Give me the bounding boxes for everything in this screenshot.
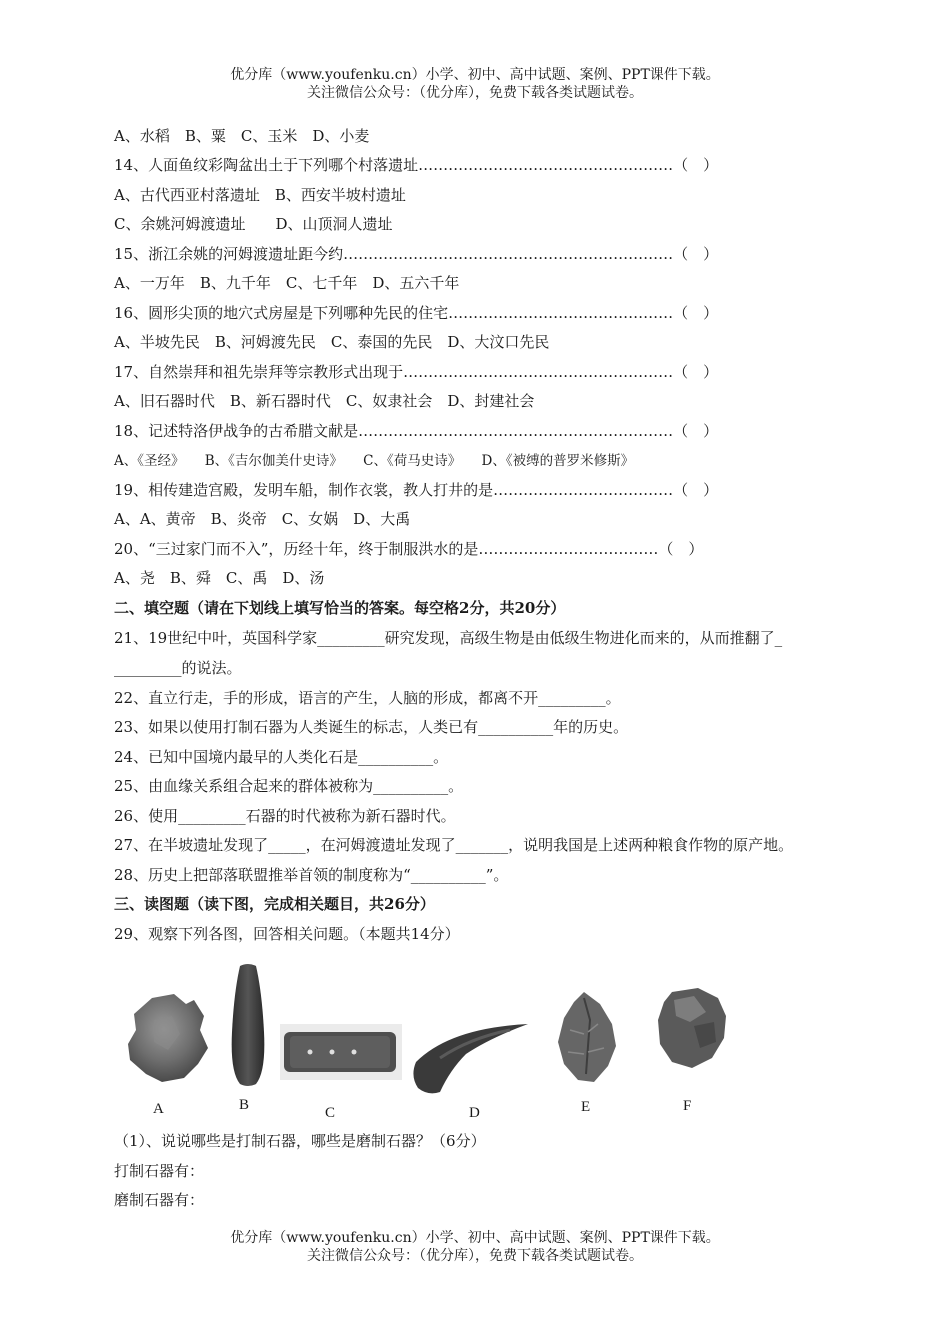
figure-label-e: E: [581, 1099, 591, 1115]
q15-options: A、一万年 B、九千年 C、七千年 D、五六千年: [114, 274, 460, 292]
header-line-1: 优分库（www.youfenku.cn）小学、初中、高中试题、案例、PPT课件下载。: [230, 67, 720, 83]
stone-tool-e-image: [554, 990, 620, 1086]
q24: 24、已知中国境内最早的人类化石是__________。: [114, 748, 449, 766]
q25: 25、由血缘关系组合起来的群体被称为__________。: [114, 777, 464, 795]
figure-label-b: B: [239, 1097, 250, 1113]
q20-stem: 20、“三过家门而不入”，历经十年，终于制服洪水的是………………………………（ ）: [114, 540, 704, 558]
figure-label-a: A: [153, 1101, 164, 1117]
q19-stem: 19、相传建造宫殿，发明车船，制作衣裳，教人打井的是………………………………（ ）: [114, 481, 719, 499]
q23: 23、如果以使用打制石器为人类诞生的标志，人类已有__________年的历史。: [114, 718, 629, 736]
polished-tools-answer-label: 磨制石器有：: [114, 1191, 205, 1209]
stone-tool-d-image: [410, 1018, 534, 1098]
q17-options: A、旧石器时代 B、新石器时代 C、奴隶社会 D、封建社会: [114, 392, 535, 410]
q13-options: A、水稻 B、粟 C、玉米 D、小麦: [114, 127, 370, 145]
q16-options: A、半坡先民 B、河姆渡先民 C、泰国的先民 D、大汶口先民: [114, 333, 550, 351]
q15-stem: 15、浙江余姚的河姆渡遗址距今约…………………………………………………………（ ）: [114, 245, 719, 263]
q18-stem: 18、记述特洛伊战争的古希腊文献是………………………………………………………（ ）: [114, 422, 719, 440]
q22: 22、直立行走，手的形成，语言的产生，人脑的形成，都离不开_________。: [114, 689, 621, 707]
q14-stem: 14、人面鱼纹彩陶盆出土于下列哪个村落遗址……………………………………………（ ）: [114, 156, 719, 174]
header-line-2: 关注微信公众号：（优分库），免费下载各类试题试卷。: [307, 85, 643, 101]
q21-line-1: 21、19世纪中叶，英国科学家_________研究发现，高级生物是由低级生物进化而来的，从而推翻了_: [114, 629, 783, 647]
figure-label-c: C: [325, 1105, 336, 1121]
q28: 28、历史上把部落联盟推举首领的制度称为“__________”。: [114, 866, 509, 884]
q17-stem: 17、自然崇拜和祖先崇拜等宗教形式出现于………………………………………………（ ）: [114, 363, 719, 381]
q18-options: A、《圣经》 B、《吉尔伽美什史诗》 C、《荷马史诗》 D、《被缚的普罗米修斯》: [114, 453, 635, 469]
figure-label-f: F: [683, 1098, 692, 1114]
stone-tool-c-image: [280, 1024, 402, 1080]
chipped-tools-answer-label: 打制石器有：: [114, 1162, 205, 1180]
footer-line-2: 关注微信公众号：（优分库），免费下载各类试题试卷。: [307, 1248, 643, 1264]
q29-stem: 29、观察下列各图，回答相关问题。（本题共14分）: [114, 925, 460, 943]
figure-label-d: D: [469, 1105, 480, 1121]
section-3-heading: 三、读图题（读下图，完成相关题目，共26分）: [114, 895, 435, 913]
q26: 26、使用_________石器的时代被称为新石器时代。: [114, 807, 456, 825]
footer-line-1: 优分库（www.youfenku.cn）小学、初中、高中试题、案例、PPT课件下载。: [230, 1230, 720, 1246]
q14-options-ab: A、古代西亚村落遗址 B、西安半坡村遗址: [114, 186, 406, 204]
section-2-heading: 二、填空题（请在下划线上填写恰当的答案。每空格2分，共20分）: [114, 599, 566, 617]
q16-stem: 16、圆形尖顶的地穴式房屋是下列哪种先民的住宅………………………………………（ ）: [114, 304, 719, 322]
q14-options-cd: C、余姚河姆渡遗址 D、山顶洞人遗址: [114, 215, 393, 233]
q29-part-1: （1）、说说哪些是打制石器，哪些是磨制石器？（6分）: [114, 1132, 486, 1150]
stone-tool-a-image: [124, 990, 214, 1086]
q19-options: A、A、黄帝 B、炎帝 C、女娲 D、大禹: [114, 510, 411, 528]
q21-line-2: _________的说法。: [114, 659, 242, 677]
stone-tool-b-image: [228, 962, 268, 1088]
stone-tool-f-image: [654, 986, 730, 1070]
q27: 27、在半坡遗址发现了_____，在河姆渡遗址发现了_______，说明我国是上述两种粮食作物的原产地。: [114, 836, 794, 854]
q20-options: A、尧 B、舜 C、禹 D、汤: [114, 569, 325, 587]
